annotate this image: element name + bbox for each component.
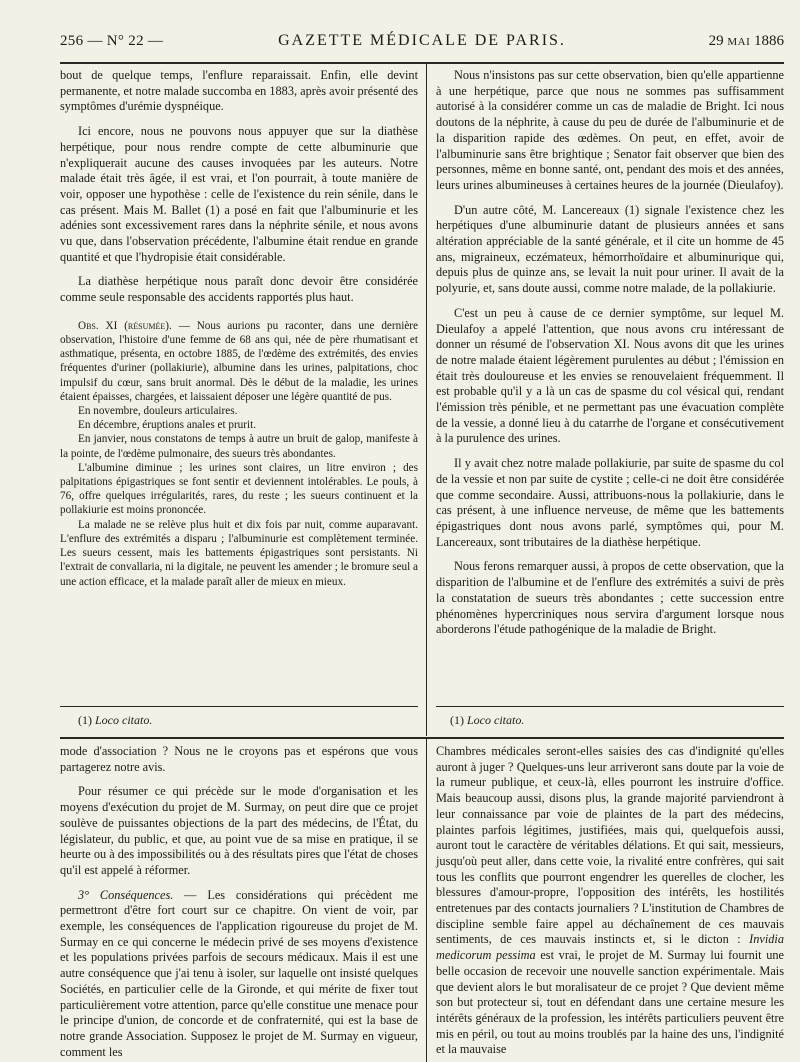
section-text: — Les considérations qui précèdent me permettront d'être fort court sur ce chapitre. On vient de voir, par exemple, les conséquences de l'application rigoureuse du projet de M. Surmay en ce qui concerne le médecin privé de ses moyens d'existence et les populations privées parfois de secours médicaux. Mais il est une autre conséquence que j'ai tenu à isoler, sur laquelle ont insisté quelques Sociétés, en particulier celle de la Gironde, et qui mérite de fixer tout particulièrement votre attention, parce qu'elle constitue une menace pour le principe d'union, de concorde et de confraternité, qui est la base de notre grande Association. Supposez le projet de M. Surmay en vigueur, comment les: [60, 887, 419, 1059]
paragraph: Il y avait chez notre malade pollakiurie, par suite de spasme du col de la vessie et non par suite de cystite ; celle-ci ne doit être considérée que comme secondaire. Aussi, attribuons-nous la pollakiurie, dans le cas présent, à une influence nerveuse, de même que les battements épigastriques dont nous avons parlé, symptômes qui, pour M. Lancereaux, sont tributaires de la diathèse herpétique.: [436, 456, 784, 549]
section-rule: [60, 737, 784, 739]
footnote-number: (1): [78, 713, 92, 727]
footnote-rule-left: [60, 706, 418, 707]
column-bottom-right: [436, 744, 784, 1058]
paragraph: C'est un peu à cause de ce dernier symptôme, sur lequel M. Dieulafoy a appelé l'attention, que nous avons cru intéressant de donner un résumé de l'observation XI. Nous avons dit que les urines de notre malade étaient légèrement purulentes au début ; l'émission en était très douloureuse et les envies se renouvelaient fréquemment. Il est probable qu'il y a là un cas de spasme du col vésical qui, rendant l'émission très pénible, et ne permettant pas une évacuation complète de la vessie, a donné lieu à du catarrhe de l'organe et consécutivement à la purulence des urines.: [436, 305, 784, 446]
paragraph: Nous ferons remarquer aussi, à propos de cette observation, que la disparition de l'albumine et de l'enflure des extrémités a suivi de près la constatation de sueurs très abondantes ; cette succession entre phénomènes hypercriniques nous servira d'argument lorsque nous aborderons l'étude pathogénique de la maladie de Bright.: [436, 559, 784, 637]
issue-date: [709, 33, 784, 50]
header-rule: [60, 62, 784, 64]
footnote-left: [78, 713, 152, 728]
page-header: [60, 30, 784, 54]
section-heading: 3° Conséquences.: [78, 887, 174, 902]
paragraph: bout de quelque temps, l'enflure reparaissait. Enfin, elle devint permanente, et notre malade succomba en 1883, après avoir présenté des symptômes d'urémie dyspnéique.: [60, 68, 418, 114]
paragraph: mode d'association ? Nous ne le croyons pas et espérons que vous partagerez notre avis.: [60, 744, 418, 774]
paragraph: En novembre, douleurs articulaires.: [78, 405, 238, 418]
page-number: 256 — N° 22 —: [60, 33, 164, 49]
column-bottom-left: [60, 744, 418, 1060]
paragraph-text: Chambres médicales seront-elles saisies des cas d'indignité qu'elles auront à juger ? Quelques-uns leur arriveront sans doute par la voie de la rumeur publique, et ceux-là, elles pourront les instruire d'office. Mais beaucoup aussi, disons plus, la grande majorité parviendront à leur connaissance par voie de plaintes de la part des médecins, plaintes parfois légitimes, justifiées, mais qui, quelquefois aussi, auront tout le caractère de véritables délations. Et qui sait, messieurs, jusqu'où peut aller, dans cette voie, la rivalité entre confrères, qui sait tous les conflits que pourront engendrer les querelles de clocher, les blessures d'amour-propre, l'opposition des intérêts, les hostilités entretenues par des contacts journaliers ? L'institution de Chambres de discipline semble faire appel au déchaînement de ces mauvais sentiments, de ces mauvais instincts et, si le dicton :: [436, 744, 784, 947]
issue-date-year: 1886: [754, 33, 784, 49]
paragraph: La diathèse herpétique nous paraît donc devoir être considérée comme seule responsable des accidents rapportés plus haut.: [60, 274, 418, 305]
paragraph: Ici encore, nous ne pouvons nous appuyer que sur la diathèse herpétique, pour nous rendre compte de cette albuminurie que n'expliquerait aucune des causes invoquées par les auteurs. Notre malade était très âgée, il est vrai, et l'on pourrait, à toute manière de voir, opposer une hypothèse : celle de l'existence du rein sénile, dans le cas présent. Mais M. Ballet (1) a posé en fait que l'albuminurie et les adénies sont excessivement rares dans la néphrite sénile, et nous avons vu que, dans l'observation précédente, l'albumine était rendue en grande quantité et que l'hydropisie était considérable.: [60, 124, 418, 264]
paragraph-text-end: est vrai, le projet de M. Surmay lui fournit une belle occasion de recevoir une nouvelle sanction expérimentale. Mais que devient alors le but moralisateur de ce projet ? Que devient même son but protecteur si, tout en défendant dans une certaine mesure les intérêts généraux de la profession, les intérêts particuliers peuvent être mis en péril, ou tout au moins troublés par la haine des uns, l'indignité et la mauvaise: [436, 948, 784, 1057]
footnote-number: (1): [450, 713, 464, 727]
observation-xi: [60, 319, 418, 589]
paragraph: Nous n'insistons pas sur cette observation, bien qu'elle appartienne à une herpétique, parce que nous ne sommes pas suffisamment autorisé à la considérer comme un cas de maladie de Bright. Ici nous doutons de la néphrite, à cause du peu de durée de l'albuminurie et de la disparition rapide des œdèmes. On peut, en effet, avoir de l'albuminurie sans être brightique ; Senator fait observer que bien des personnes, même en bonne santé, ont, pendant des mois et des années, leurs urines albumineuses à certaines heures de la journée (Dieulafoy).: [436, 68, 784, 192]
observation-heading: Obs. XI (résumée).: [78, 319, 172, 332]
paragraph: La malade ne se relève plus huit et dix fois par nuit, comme auparavant. L'enflure des extrémités a disparu ; l'albuminurie est complètement terminée. Les sueurs cessent, mais les battements épigastriques sont persistants. Ni l'extrait de convallaria, ni la digitale, ne peuvent les amender ; le bromure seul a une action efficace, et la malade paraît aller de mieux en mieux.: [60, 518, 419, 588]
column-top-right: [436, 68, 784, 638]
column-divider-top: [426, 64, 427, 736]
observation-text: — Nous aurions pu raconter, dans une dernière observation, l'histoire d'une femme de 68 ans qui, née de père rhumatisant et asthmatique, présenta, en octobre 1885, de l'œdème des extrémités, des envies fréquentes d'uriner (pollakiurie), albumine dans les urines, palpitations, choc impulsif du cœur, sans bruit anormal. Dès le début de la maladie, les urines étaient épaisses, chargées, et laissaient déposer une légère quantité de pus.: [60, 319, 418, 403]
paragraph: En janvier, nous constatons de temps à autre un bruit de galop, manifeste à la pointe, de l'œdème pulmonaire, des sueurs très abondantes.: [60, 433, 418, 460]
latin-motto: Invidia medicorum pessima: [436, 932, 784, 963]
footnote-right: [450, 713, 524, 728]
column-top-left: [60, 68, 418, 589]
paragraph: L'albumine diminue ; les urines sont claires, un litre environ ; des palpitations épigastriques se font sentir et deviennent intolérables. Le pouls, à 76, offre quelques irrégularités, rares, du reste ; les sueurs continuent et la pollakiurie est moins prononcée.: [60, 461, 418, 517]
paragraph: En décembre, éruptions anales et prurit.: [78, 419, 257, 432]
footnote-text: Loco citato.: [95, 713, 153, 727]
issue-date-month: MAI: [727, 36, 751, 48]
column-divider-bottom: [426, 739, 427, 1062]
issue-date-day: 29: [708, 33, 724, 49]
footnote-rule-right: [436, 706, 784, 707]
footnote-text: Loco citato.: [467, 713, 525, 727]
paragraph: Pour résumer ce qui précède sur le mode d'organisation et les moyens d'exécution du projet de M. Surmay, on peut dire que ce projet soulève de puissantes objections de la part des médecins, de l'État, du législateur, du public, et que, au point vue de sa mise en pratique, il se heurte ou à des impossibilités ou à des résultats pires que l'état de choses qu'il est appelé à réformer.: [60, 784, 418, 877]
journal-title: GAZETTE MÉDICALE DE PARIS.: [278, 32, 566, 49]
paragraph: D'un autre côté, M. Lancereaux (1) signale l'existence chez les herpétiques d'une albuminurie datant de plusieurs années et sans altération appréciable de la santé générale, et il cite un homme de 45 ans, migraineux, eczémateux, hémorrhoïdaire et albuminurique qui, depuis plus de quinze ans, se levait la nuit pour uriner. Il avait de la polyurie, et, sans doute aussi, comme notre malade, de la pollakiurie.: [436, 202, 784, 296]
